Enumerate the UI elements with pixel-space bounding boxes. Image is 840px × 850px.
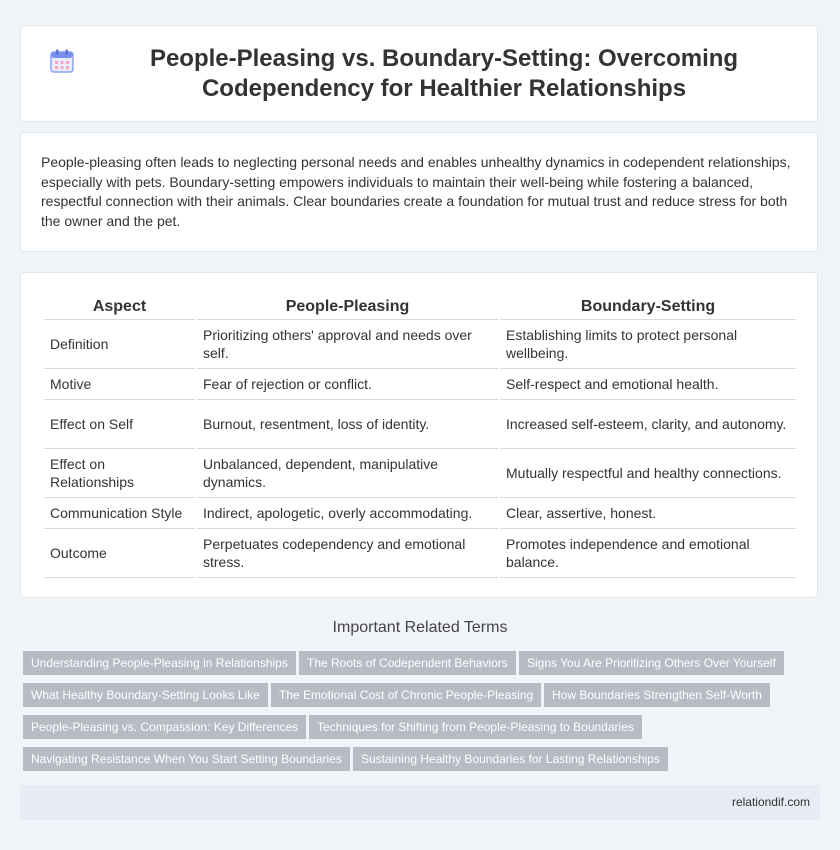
table-cell: Increased self-esteem, clarity, and autonomy.	[500, 400, 796, 449]
table-row	[44, 529, 796, 578]
table-cell: Effect on Relationships	[44, 449, 195, 498]
table-header-boundary-setting: Boundary-Setting	[500, 294, 796, 320]
footer-site-link[interactable]: relationdif.com	[731, 795, 810, 809]
table-cell: Definition	[44, 320, 195, 369]
table-cell: Communication Style	[44, 498, 195, 529]
table-cell: Burnout, resentment, loss of identity.	[197, 400, 498, 449]
table-cell: Unbalanced, dependent, manipulative dynamics.	[197, 449, 498, 498]
related-terms-title: Important Related Terms	[332, 619, 508, 636]
calendar-icon	[49, 48, 75, 74]
table-cell: Perpetuates codependency and emotional stress.	[197, 529, 498, 578]
related-term-tag[interactable]: Understanding People-Pleasing in Relationships	[23, 651, 296, 675]
footer	[20, 785, 820, 820]
table-cell: Effect on Self	[44, 400, 195, 449]
table-row	[44, 449, 796, 498]
related-term-tag[interactable]: What Healthy Boundary-Setting Looks Like	[23, 683, 268, 707]
related-term-tag[interactable]: People-Pleasing vs. Compassion: Key Differences	[23, 715, 306, 739]
related-term-tag[interactable]: The Emotional Cost of Chronic People-Pleasing	[271, 683, 541, 707]
intro-card	[20, 132, 818, 252]
table-cell: Fear of rejection or conflict.	[197, 369, 498, 400]
header-card	[20, 25, 818, 122]
comparison-table-card	[20, 272, 818, 598]
table-cell: Self-respect and emotional health.	[500, 369, 796, 400]
table-header-people-pleasing: People-Pleasing	[197, 294, 498, 320]
comparison-table	[42, 294, 798, 578]
page-title: People-Pleasing vs. Boundary-Setting: Overcoming Codependency for Healthier Relationships	[149, 45, 739, 102]
table-cell: Mutually respectful and healthy connections.	[500, 449, 796, 498]
table-cell: Motive	[44, 369, 195, 400]
table-cell: Indirect, apologetic, overly accommodating.	[197, 498, 498, 529]
related-term-tag[interactable]: Sustaining Healthy Boundaries for Lasting Relationships	[353, 747, 668, 771]
related-term-tag[interactable]: Techniques for Shifting from People-Pleasing to Boundaries	[309, 715, 642, 739]
table-row	[44, 400, 796, 449]
related-term-tag[interactable]: How Boundaries Strengthen Self-Worth	[544, 683, 770, 707]
table-cell: Prioritizing others' approval and needs over self.	[197, 320, 498, 369]
intro-text: People-pleasing often leads to neglecting personal needs and enables unhealthy dynamics in codependent relationships, especially with pets. Boundary-setting empowers individuals to maintain their well-being while fostering a balanced, respectful connection with their animals. Clear boundaries create a foundation for mutual trust and reduce stress for both the owner and the pet.	[41, 154, 791, 229]
related-term-tag[interactable]: The Roots of Codependent Behaviors	[299, 651, 516, 675]
table-header-aspect: Aspect	[44, 294, 195, 320]
related-term-tag[interactable]: Signs You Are Prioritizing Others Over Yourself	[519, 651, 784, 675]
table-row	[44, 369, 796, 400]
table-cell: Establishing limits to protect personal wellbeing.	[500, 320, 796, 369]
table-cell: Clear, assertive, honest.	[500, 498, 796, 529]
table-row	[44, 320, 796, 369]
table-cell: Outcome	[44, 529, 195, 578]
table-row	[44, 498, 796, 529]
table-header-row	[44, 294, 796, 320]
table-cell: Promotes independence and emotional balance.	[500, 529, 796, 578]
related-term-tag[interactable]: Navigating Resistance When You Start Setting Boundaries	[23, 747, 350, 771]
